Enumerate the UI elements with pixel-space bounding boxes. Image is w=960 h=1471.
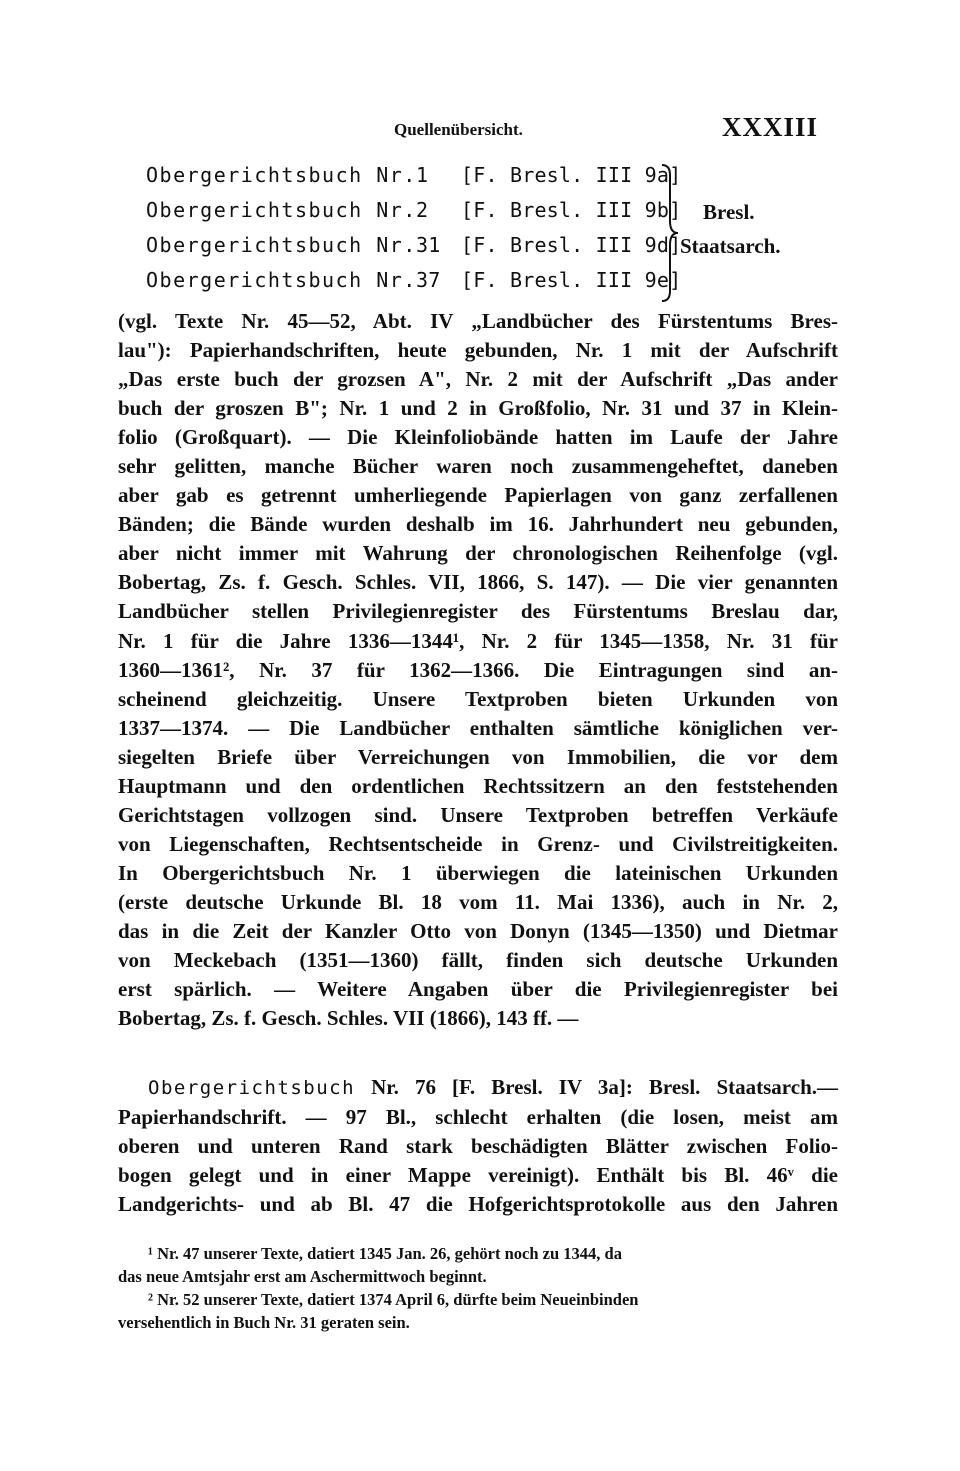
paragraph-description — [118, 307, 838, 1033]
text-line: Landbücher stellen Privilegienregister des Fürstentums Breslau dar, — [118, 599, 838, 624]
source-ref: [F. Bresl. III 9b] — [461, 198, 682, 222]
text-line: folio (Großquart). — Die Kleinfoliobände hatten im Laufe der Jahre — [118, 425, 838, 450]
spaced-book-name: Obergerichtsbuch — [148, 1077, 356, 1099]
text-line: Landgerichts- und ab Bl. 47 die Hofgerichtsprotokolle aus den Jahren — [118, 1192, 838, 1217]
text-line: buch der groszen B"; Nr. 1 und 2 in Großfolio, Nr. 31 und 37 in Klein- — [118, 396, 838, 421]
text-line: Bobertag, Zs. f. Gesch. Schles. VII (1866), 143 ff. — — [118, 1006, 579, 1031]
text-line: siegelten Briefe über Verreichungen von Immobilien, die vor dem — [118, 744, 838, 769]
text-fragment: Nr. 76 [F. Bresl. IV 3a]: Bresl. Staatsarch.— — [355, 1075, 838, 1099]
page-header — [0, 112, 960, 152]
text-line: aber nicht immer mit Wahrung der chronologischen Reihenfolge (vgl. — [118, 541, 838, 566]
running-title: Quellenübersicht. — [394, 120, 523, 139]
source-number: 37 — [416, 268, 441, 292]
source-ref: [F. Bresl. III 9a] — [461, 163, 682, 187]
text-line: erst spärlich. — Weitere Angaben über die Privilegienregister bei — [118, 977, 838, 1002]
text-line: sehr gelitten, manche Bücher waren noch zusammengeheftet, daneben — [118, 454, 838, 479]
footnote-1-cont: das neue Amtsjahr erst am Aschermittwoch beginnt. — [118, 1267, 487, 1286]
text-line: (vgl. Texte Nr. 45—52, Abt. IV „Landbücher des Fürstentums Bres- — [118, 309, 838, 333]
text-line: aber gab es getrennt umherliegende Papierlagen von ganz zerfallenen — [118, 483, 838, 508]
source-entry — [146, 163, 706, 198]
text-line: In Obergerichtsbuch Nr. 1 überwiegen die lateinischen Urkunden — [118, 860, 838, 885]
text-line: lau"): Papierhandschriften, heute gebunden, Nr. 1 mit der Aufschrift — [118, 338, 838, 363]
text-line: das in die Zeit der Kanzler Otto von Donyn (1345—1350) und Dietmar — [118, 918, 838, 943]
paragraph-book-76 — [118, 1073, 838, 1219]
footnotes — [118, 1242, 838, 1334]
text-line: Hauptmann und den ordentlichen Rechtssitzern an den feststehenden — [118, 773, 838, 798]
source-name: Obergerichtsbuch Nr. — [146, 198, 417, 222]
source-name: Obergerichtsbuch Nr. — [146, 268, 417, 292]
source-number: 2 — [416, 198, 429, 222]
footnote-2: ² Nr. 52 unserer Texte, datiert 1374 April 6, dürfte beim Neueinbinden — [148, 1290, 639, 1309]
text-line: Bobertag, Zs. f. Gesch. Schles. VII, 1866, S. 147). — Die vier genannten — [118, 570, 838, 595]
text-line: oberen und unteren Rand stark beschädigten Blätter zwischen Folio- — [118, 1134, 838, 1159]
source-number: 1 — [416, 163, 429, 187]
text-line: Papierhandschrift. — 97 Bl., schlecht erhalten (die losen, meist am — [118, 1105, 838, 1130]
text-line: bogen gelegt und in einer Mappe vereinigt). Enthält bis Bl. 46ᵛ die — [118, 1163, 838, 1188]
text-line: (erste deutsche Urkunde Bl. 18 vom 11. Mai 1336), auch in Nr. 2, — [118, 889, 838, 914]
page-number: XXXIII — [722, 112, 819, 142]
source-name: Obergerichtsbuch Nr. — [146, 233, 417, 257]
source-name: Obergerichtsbuch Nr. — [146, 163, 417, 187]
text-line: von Meckebach (1351—1360) fällt, finden sich deutsche Urkunden — [118, 948, 838, 973]
archive-label-line1: Bresl. — [703, 200, 755, 224]
source-ref: [F. Bresl. III 9d] — [461, 233, 682, 257]
text-line: 1337—1374. — Die Landbücher enthalten sämtliche königlichen ver- — [118, 715, 838, 740]
text-line — [118, 1073, 838, 1103]
text-line: Gerichtstagen vollzogen sind. Unsere Textproben betreffen Verkäufe — [118, 802, 838, 827]
source-entry — [146, 268, 706, 303]
text-line: scheinend gleichzeitig. Unsere Textproben bieten Urkunden von — [118, 686, 838, 711]
source-list — [146, 163, 706, 303]
footnote-2-cont: versehentlich in Buch Nr. 31 geraten sein. — [118, 1313, 410, 1332]
text-line: von Liegenschaften, Rechtsentscheide in Grenz- und Civilstreitigkeiten. — [118, 831, 838, 856]
text-line: 1360—1361², Nr. 37 für 1362—1366. Die Eintragungen sind an- — [118, 657, 838, 682]
text-line: Bänden; die Bände wurden deshalb im 16. Jahrhundert neu gebunden, — [118, 512, 838, 537]
source-ref: [F. Bresl. III 9e] — [461, 268, 682, 292]
source-number: 31 — [416, 233, 441, 257]
source-entry — [146, 198, 706, 233]
footnote-1: ¹ Nr. 47 unserer Texte, datiert 1345 Jan. 26, gehört noch zu 1344, da — [148, 1244, 622, 1263]
source-entry — [146, 233, 706, 268]
curly-brace-icon — [658, 163, 682, 303]
text-line: Nr. 1 für die Jahre 1336—1344¹, Nr. 2 für 1345—1358, Nr. 31 für — [118, 628, 838, 653]
text-line: „Das erste buch der grozsen A", Nr. 2 mit der Aufschrift „Das ander — [118, 367, 838, 392]
archive-label-line2: Staatsarch. — [680, 234, 781, 258]
